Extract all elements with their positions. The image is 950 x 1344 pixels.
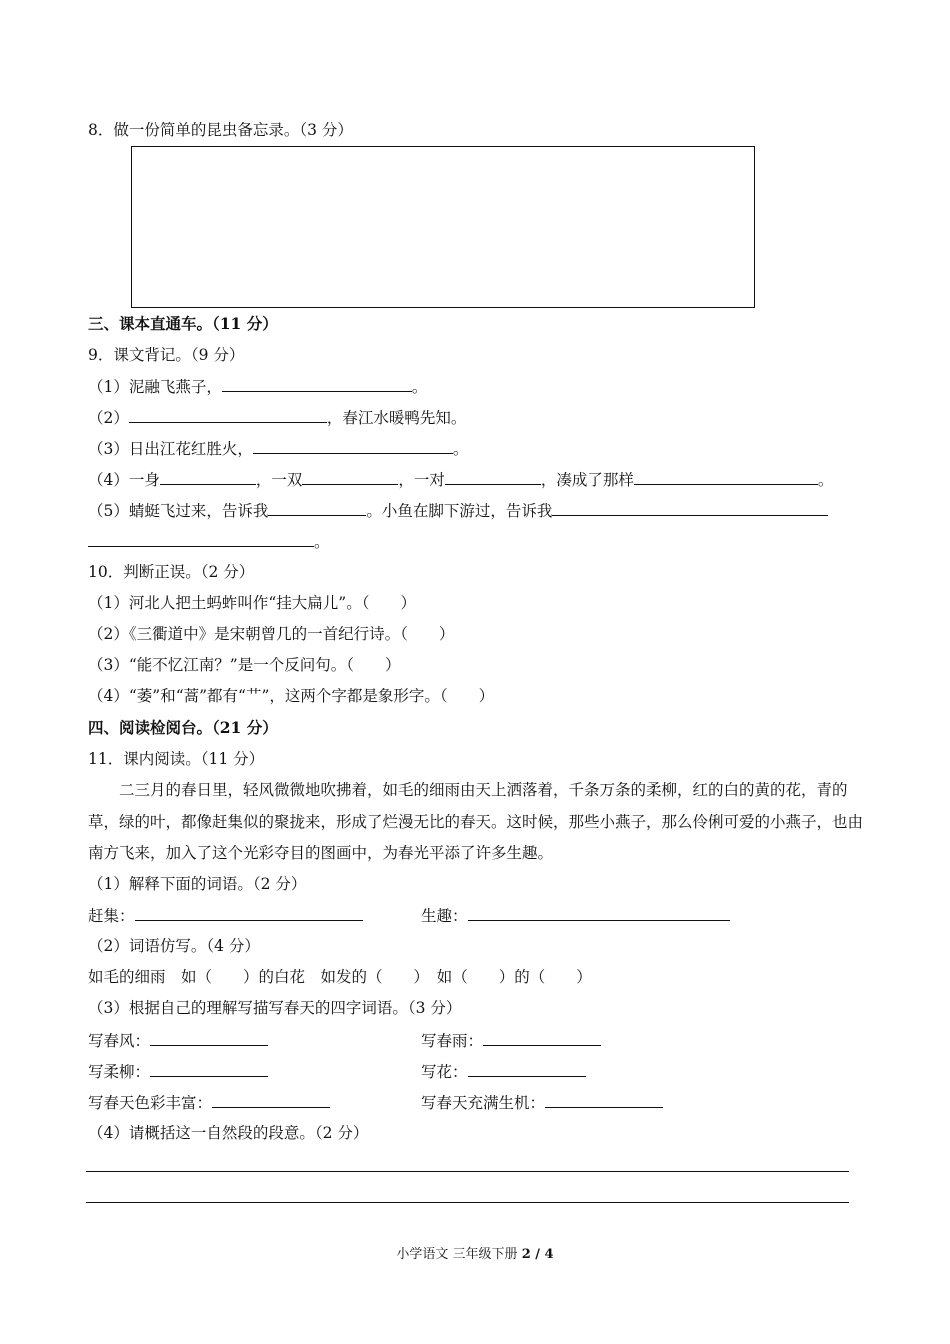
q9-line-5-cont (88, 531, 330, 552)
q9-l3-text: （3）日出江花红胜火， (88, 440, 253, 458)
q9-line-2 (88, 407, 466, 428)
q11-s3-b-blank[interactable] (483, 1030, 601, 1046)
question-11-title: 11．课内阅读。（11 分） (88, 750, 265, 768)
footer-page-number: 2 / 4 (521, 1247, 554, 1262)
q9-line-5 (88, 500, 828, 521)
q9-l4-text-b: ，一双 (255, 471, 303, 489)
q9-l2-blank[interactable] (129, 407, 327, 423)
q11-s3-f-label: 写春天充满生机： (421, 1094, 546, 1112)
q9-l2-text: （2） (88, 409, 129, 427)
q11-s3-c (88, 1061, 268, 1082)
q11-s2-line: 如毛的细雨 如（ ）的白花 如发的（ ） 如（ ）的（ ） (88, 968, 592, 986)
q11-s3-title: （3）根据自己的理解写描写春天的四字词语。（3 分） (88, 999, 462, 1017)
footer-subject: 小学语文 三年级下册 (396, 1247, 522, 1262)
answer-line-1[interactable] (86, 1171, 849, 1172)
q9-l4-blank-2[interactable] (302, 469, 398, 485)
q11-s3-c-blank[interactable] (150, 1061, 268, 1077)
q9-l5-text-a: （5）蜻蜓飞过来，告诉我 (88, 502, 269, 520)
q9-l5-blank-2[interactable] (552, 500, 828, 516)
memo-answer-box[interactable] (131, 146, 755, 308)
section-3-title: 三、课本直通车。（11 分） (88, 314, 278, 333)
q11-s4-title: （4）请概括这一自然段的段意。（2 分） (88, 1124, 369, 1142)
q9-line-4 (88, 469, 833, 490)
q11-s3-d (421, 1061, 586, 1082)
q9-l4-text-a: （4）一身 (88, 471, 160, 489)
question-9-title: 9．课文背记。（9 分） (88, 346, 245, 364)
q11-s3-f (421, 1092, 663, 1113)
q11-s1-word-2: 生趣： (421, 907, 468, 925)
q11-s1-word-1: 赶集： (88, 907, 135, 925)
q11-s3-b-label: 写春雨： (421, 1032, 484, 1050)
q9-l1-end: 。 (411, 378, 428, 396)
q11-s3-c-label: 写柔柳： (88, 1063, 151, 1081)
q9-l3-blank[interactable] (253, 438, 453, 454)
q9-l4-blank-3[interactable] (445, 469, 541, 485)
q9-l4-blank-4[interactable] (634, 469, 818, 485)
page-footer (0, 1246, 950, 1264)
q9-l2-end: ，春江水暖鸭先知。 (326, 409, 467, 427)
question-8: 8．做一份简单的昆虫备忘录。（3 分） (88, 121, 353, 139)
q11-s1-blank-2[interactable] (468, 905, 730, 921)
q9-l1-text: （1）泥融飞燕子， (88, 378, 222, 396)
q9-l5-blank-3[interactable] (88, 531, 314, 547)
q9-l4-end: 。 (817, 471, 834, 489)
q9-line-3 (88, 438, 468, 459)
q11-s1-blank-1[interactable] (135, 905, 363, 921)
q10-item-1: （1）河北人把土蚂蚱叫作“挂大扁儿”。（ ） (88, 594, 416, 612)
q9-l5-end: 。 (314, 533, 330, 551)
q11-s3-d-blank[interactable] (468, 1061, 586, 1077)
q9-l4-text-c: ，一对 (398, 471, 445, 489)
q11-s1-line (88, 905, 363, 926)
q9-l5-text-b: 。小鱼在脚下游过，告诉我 (366, 502, 553, 520)
q11-s3-a-blank[interactable] (150, 1030, 268, 1046)
q11-s3-a (88, 1030, 268, 1051)
q11-s1-line-b (421, 905, 730, 926)
q11-s3-f-blank[interactable] (545, 1092, 663, 1108)
q10-item-4: （4）“萎”和“蒿”都有“艹”，这两个字都是象形字。（ ） (88, 687, 495, 705)
q11-s3-e-blank[interactable] (212, 1092, 330, 1108)
q9-l1-blank[interactable] (222, 376, 412, 392)
q11-s3-d-label: 写花： (421, 1063, 468, 1081)
q10-item-2: （2）《三衢道中》是宋朝曾几的一首纪行诗。（ ） (88, 625, 455, 643)
reading-passage: 二三月的春日里，轻风微微地吹拂着，如毛的细雨由天上洒落着，千条万条的柔柳，红的白的黄的花，青的草，绿的叶，都像赶集似的聚拢来，形成了烂漫无比的春天。这时候，那些小燕子，那么伶俐可爱的小燕子，也由南方飞来，加入了这个光彩夺目的图画中，为春光平添了许多生趣。 (88, 781, 864, 862)
q9-l3-end: 。 (452, 440, 469, 458)
q11-s3-a-label: 写春风： (88, 1032, 151, 1050)
q9-l5-blank-1[interactable] (268, 500, 366, 516)
q9-line-1 (88, 376, 427, 397)
answer-line-2[interactable] (86, 1202, 849, 1203)
question-10-title: 10．判断正误。（2 分） (88, 563, 255, 581)
q9-l4-blank-1[interactable] (160, 469, 256, 485)
q11-s3-b (421, 1030, 601, 1051)
q11-s1-title: （1）解释下面的词语。（2 分） (88, 875, 307, 893)
q9-l4-text-d: ，凑成了那样 (540, 471, 634, 489)
section-4-title: 四、阅读检阅台。（21 分） (88, 718, 278, 737)
q11-s3-e-label: 写春天色彩丰富： (88, 1094, 213, 1112)
q11-s3-e (88, 1092, 330, 1113)
q11-s2-title: （2）词语仿写。（4 分） (88, 937, 260, 955)
q10-item-3: （3）“能不忆江南？”是一个反问句。（ ） (88, 656, 401, 674)
